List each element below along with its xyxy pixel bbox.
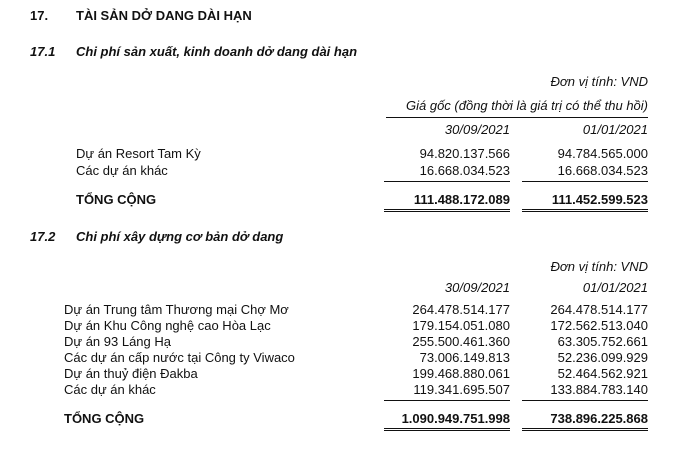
sub1-total-double-line-b	[522, 209, 648, 212]
sub1-number: 17.1	[30, 44, 56, 59]
sub1-total-a: 111.488.172.089	[413, 192, 510, 207]
sub2-row-label: Dự án 93 Láng Hạ	[64, 334, 171, 349]
sub1-row-value-b: 16.668.034.523	[557, 163, 648, 178]
sub2-row-value-b: 52.464.562.921	[557, 366, 648, 381]
sub2-total-label: TỔNG CỘNG	[64, 411, 145, 426]
sub2-row-value-b: 52.236.099.929	[557, 350, 648, 365]
sub2-unit: Đơn vị tính: VND	[550, 259, 648, 274]
sub2-row-value-b: 133.884.783.140	[550, 382, 648, 397]
sub1-unit: Đơn vị tính: VND	[550, 74, 648, 89]
sub1-row-label: Dự án Resort Tam Kỳ	[76, 146, 201, 161]
sub1-row-value-a: 16.668.034.523	[419, 163, 510, 178]
sub1-row-label: Các dự án khác	[76, 163, 168, 178]
sub2-total-double-line-a	[384, 428, 510, 431]
section-title: TÀI SẢN DỞ DANG DÀI HẠN	[76, 8, 252, 23]
sub1-basis: Giá gốc (đồng thời là giá trị có thể thu hồi)	[406, 98, 648, 113]
sub1-subtotal-line-a	[384, 181, 510, 182]
sub1-subtotal-line-b	[522, 181, 648, 182]
sub1-row-value-b: 94.784.565.000	[557, 146, 648, 161]
sub1-total-double-line-a	[384, 209, 510, 212]
sub2-row-value-a: 255.500.461.360	[412, 334, 510, 349]
sub1-row-value-a: 94.820.137.566	[419, 146, 510, 161]
sub2-title: Chi phí xây dựng cơ bản dở dang	[76, 229, 284, 244]
sub2-row-value-b: 264.478.514.177	[550, 302, 648, 317]
sub1-total-b: 111.452.599.523	[551, 192, 648, 207]
sub1-col-b-header: 01/01/2021	[582, 122, 648, 137]
sub2-total-b: 738.896.225.868	[550, 411, 648, 426]
sub2-number: 17.2	[30, 229, 56, 244]
sub1-col-a-header: 30/09/2021	[444, 122, 510, 137]
sub2-row-label: Các dự án cấp nước tại Công ty Viwaco	[64, 350, 295, 365]
sub2-row-value-a: 119.341.695.507	[413, 382, 510, 397]
sub2-col-b-header: 01/01/2021	[582, 280, 648, 295]
sub2-subtotal-line-a	[384, 400, 510, 401]
sub1-basis-underline	[386, 117, 648, 118]
sub2-row-value-a: 73.006.149.813	[419, 350, 510, 365]
sub2-total-a: 1.090.949.751.998	[401, 411, 510, 426]
sub2-row-value-a: 199.468.880.061	[412, 366, 510, 381]
sub2-row-label: Các dự án khác	[64, 382, 156, 397]
sub2-subtotal-line-b	[522, 400, 648, 401]
sub2-row-label: Dự án thuỷ điện Đakba	[64, 366, 198, 381]
section-number: 17.	[30, 8, 49, 23]
sub2-row-value-b: 63.305.752.661	[557, 334, 648, 349]
sub2-col-a-header: 30/09/2021	[444, 280, 510, 295]
sub2-row-value-a: 179.154.051.080	[412, 318, 510, 333]
sub1-total-label: TỔNG CỘNG	[76, 192, 157, 207]
sub2-row-value-a: 264.478.514.177	[412, 302, 510, 317]
sub2-total-double-line-b	[522, 428, 648, 431]
sub2-row-value-b: 172.562.513.040	[550, 318, 648, 333]
sub2-row-label: Dự án Trung tâm Thương mại Chợ Mơ	[64, 302, 289, 317]
sub2-row-label: Dự án Khu Công nghệ cao Hòa Lạc	[64, 318, 271, 333]
sub1-title: Chi phí sản xuất, kinh doanh dở dang dài hạn	[76, 44, 358, 59]
